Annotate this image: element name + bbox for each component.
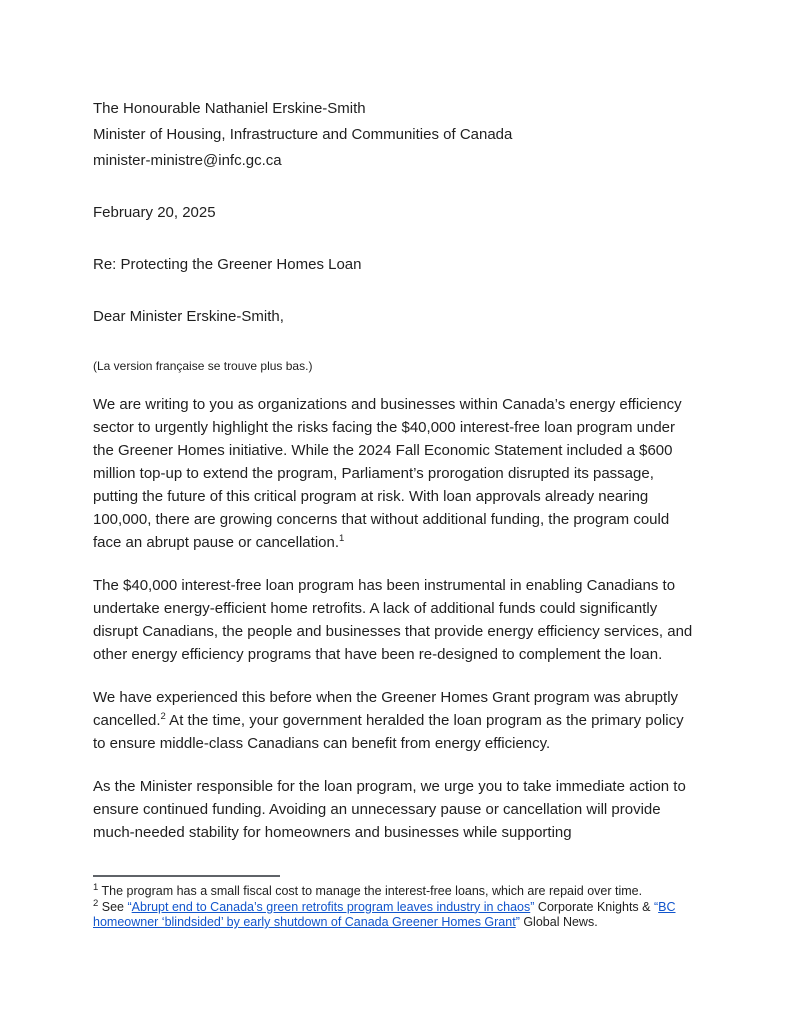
paragraph-text: The $40,000 interest-free loan program has been instrumental in enabling Canadians to undertake energy-efficient home retrofits. A lack of additional funds could significantly disrupt Canadians, the people and businesses that provide energy efficiency services, and other energy efficiency programs that have been re-designed to complement the loan. xyxy=(93,577,693,663)
footnote-ref-2: 2 xyxy=(160,711,166,722)
paragraph-text: We are writing to you as organizations and businesses within Canada’s energy efficiency sector to urgently highlight the risks facing the $40,000 interest-free loan program under the Greener Homes initiative. While the 2024 Fall Economic Statement included a $600 million top-up to extend the program, Parliament’s prorogation disrupted its passage, putting the future of this critical program at risk. With loan approvals already nearing 100,000, there are growing concerns that without additional funding, the program could face an abrupt pause or cancellation. xyxy=(93,396,682,551)
footnote-marker-1: 1 xyxy=(93,881,99,893)
paragraph-text: At the time, your government heralded the loan program as the primary policy to ensure middle-class Canadians can benefit from energy efficiency. xyxy=(93,712,684,752)
footnote-text: The program has a small fiscal cost to manage the interest-free loans, which are repaid over time. xyxy=(98,884,643,898)
paragraph-text: We have experienced this before when the Greener Homes Grant program was abruptly cancelled. xyxy=(93,689,679,729)
paragraph-program-risk xyxy=(93,393,699,554)
subject-line: Re: Protecting the Greener Homes Loan xyxy=(93,256,362,273)
quote-mark: ” xyxy=(515,915,520,929)
footnote-text: See xyxy=(98,899,128,914)
language-note: (La version française se trouve plus bas.) xyxy=(93,359,313,373)
letter-content xyxy=(93,96,699,844)
footnote-text: Global News. xyxy=(519,915,598,929)
quote-mark: “ xyxy=(653,899,659,914)
footnote-2 xyxy=(93,897,699,931)
footnote-link-corporate-knights[interactable]: Abrupt end to Canada’s green retrofits program leaves industry in chaos xyxy=(131,899,531,914)
paragraph-grant-cancelled xyxy=(93,686,699,755)
footnote-divider xyxy=(93,875,280,877)
footnote-link-global-news[interactable]: BC homeowner ‘blindsided’ by early shutdown of Canada Greener Homes Grant xyxy=(93,899,676,929)
footnote-text: Corporate Knights & xyxy=(534,899,654,914)
recipient-block xyxy=(93,96,699,174)
recipient-title: Minister of Housing, Infrastructure and Communities of Canada xyxy=(93,126,513,143)
paragraph-text: As the Minister responsible for the loan program, we urge you to take immediate action to ensure continued funding. Avoiding an unnecessary pause or cancellation will provide much-needed stability for homeowners and businesses while supporting xyxy=(93,778,686,841)
paragraph-loan-importance xyxy=(93,574,699,666)
quote-mark: ” xyxy=(530,899,535,914)
recipient-email: minister-ministre@infc.gc.ca xyxy=(93,152,282,169)
salutation: Dear Minister Erskine-Smith, xyxy=(93,308,284,325)
letter-date: February 20, 2025 xyxy=(93,204,216,221)
paragraph-call-to-action xyxy=(93,775,699,844)
footnote-ref-1: 1 xyxy=(339,533,345,544)
quote-mark: “ xyxy=(127,899,132,914)
footnote-1 xyxy=(93,881,699,900)
footnote-marker-2: 2 xyxy=(93,897,99,909)
recipient-name: The Honourable Nathaniel Erskine-Smith xyxy=(93,100,366,117)
footnotes-section xyxy=(93,875,699,931)
